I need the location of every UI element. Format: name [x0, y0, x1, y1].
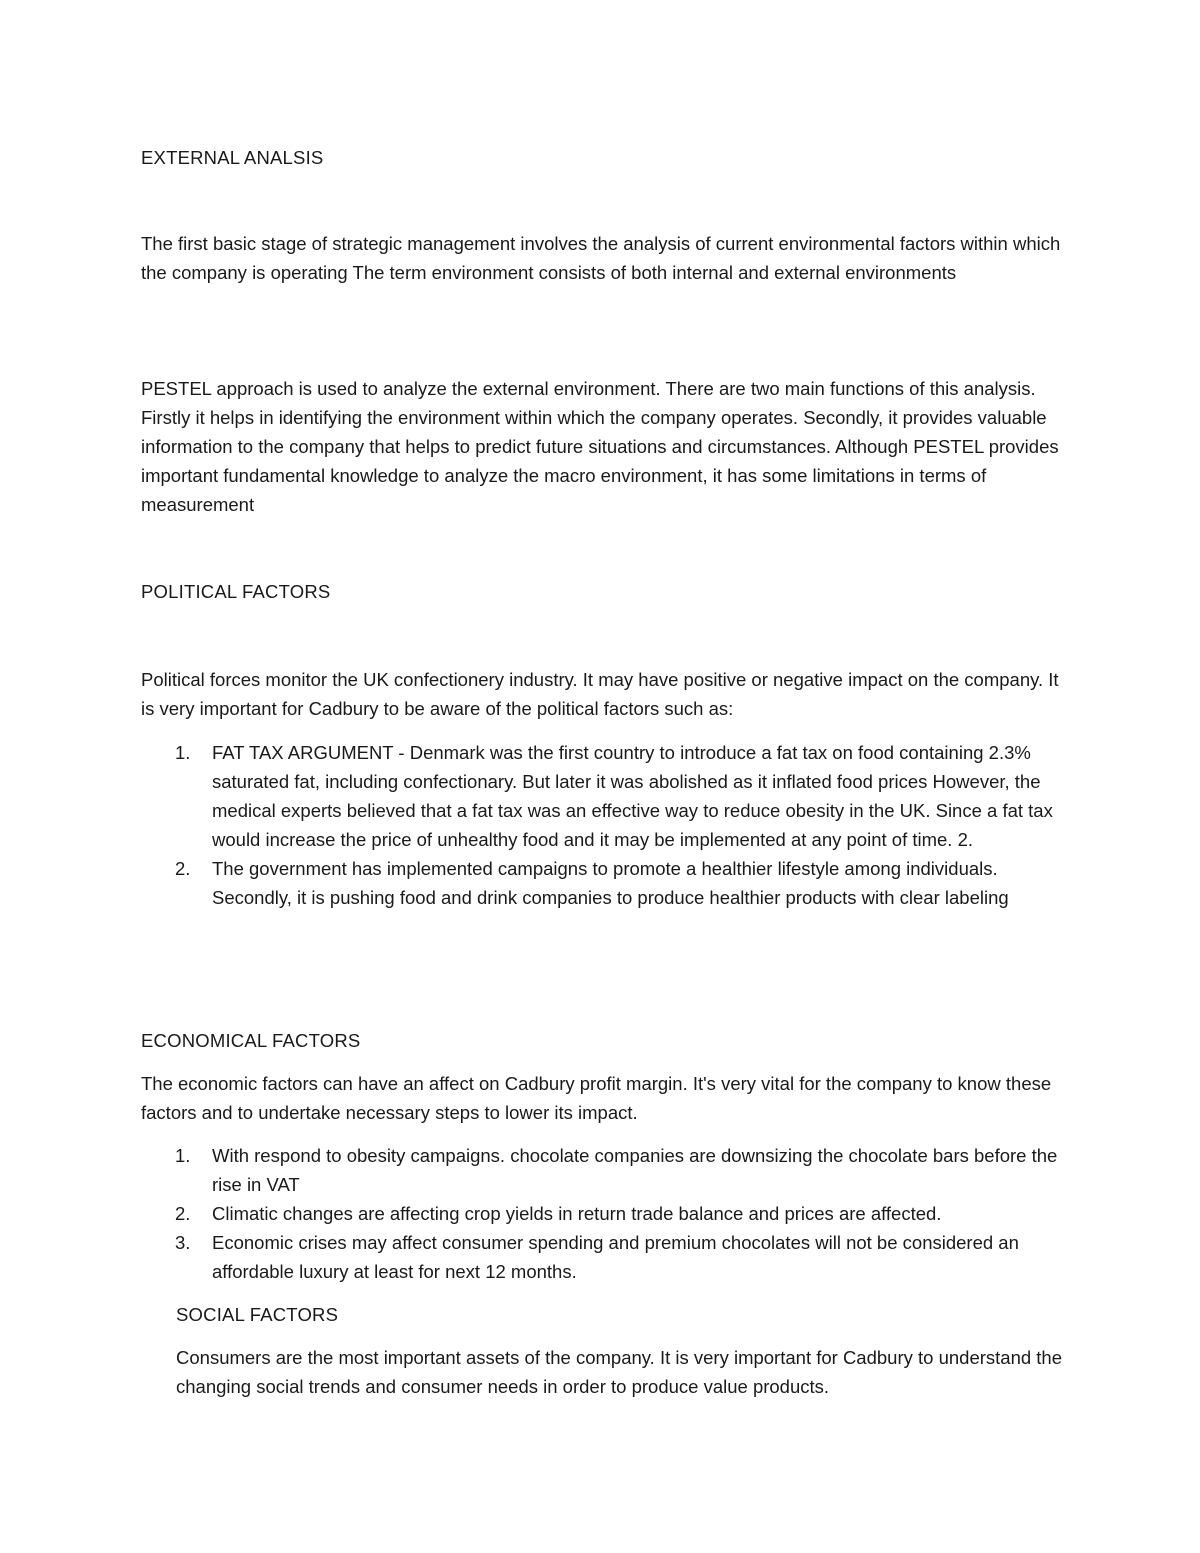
list-item-text: Economic crises may affect consumer spending and premium chocolates will not be considered an affordable luxury at least for next 12 months. — [212, 1232, 1019, 1282]
list-item — [141, 738, 1076, 854]
list-item-text: The government has implemented campaigns to promote a healthier lifestyle among individuals. Secondly, it is pushing food and drink companies to produce healthier products with clear labeling — [212, 858, 1009, 908]
economical-list — [141, 1141, 1076, 1286]
political-intro: Political forces monitor the UK confectionery industry. It may have positive or negative impact on the company. It is very important for Cadbury to be aware of the political factors such as: — [141, 669, 1059, 719]
list-item-text: Climatic changes are affecting crop yields in return trade balance and prices are affected. — [212, 1203, 942, 1224]
list-number: 1. — [175, 1145, 191, 1166]
list-item — [141, 854, 1076, 912]
social-heading: SOCIAL FACTORS — [176, 1304, 339, 1325]
list-number: 1. — [175, 742, 191, 763]
list-item — [141, 1199, 1076, 1228]
document-title: EXTERNAL ANALSIS — [141, 147, 324, 168]
pestel-paragraph: PESTEL approach is used to analyze the external environment. There are two main functions of this analysis. Firstly it helps in identifying the environment within which the company operates. Secondly, it provides valuable information to the company that helps to predict future situations and circumstances. Although PESTEL provides important fundamental knowledge to analyze the macro environment, it has some limitations in terms of measurement — [141, 378, 1059, 515]
list-item — [141, 1141, 1076, 1199]
list-number: 2. — [175, 1203, 191, 1224]
political-heading: POLITICAL FACTORS — [141, 581, 331, 602]
list-item-text: With respond to obesity campaigns. chocolate companies are downsizing the chocolate bars before the rise in VAT — [212, 1145, 1058, 1195]
list-item — [141, 1228, 1076, 1286]
list-item-text: FAT TAX ARGUMENT - Denmark was the first country to introduce a fat tax on food containing 2.3% saturated fat, including confectionary. But later it was abolished as it inflated food prices However, the medical experts believed that a fat tax was an effective way to reduce obesity in the UK. Since a fat tax would increase the price of unhealthy food and it may be implemented at any point of time. 2. — [212, 742, 1053, 850]
social-paragraph: Consumers are the most important assets of the company. It is very important for Cadbury to understand the changing social trends and consumer needs in order to produce value products. — [176, 1347, 1063, 1397]
economical-heading: ECONOMICAL FACTORS — [141, 1030, 361, 1051]
political-list — [141, 738, 1076, 912]
list-number: 2. — [175, 858, 191, 879]
intro-paragraph: The first basic stage of strategic management involves the analysis of current environmental factors within which the company is operating The term environment consists of both internal and external environments — [141, 233, 1061, 283]
economical-intro: The economic factors can have an affect on Cadbury profit margin. It's very vital for the company to know these factors and to undertake necessary steps to lower its impact. — [141, 1073, 1052, 1123]
list-number: 3. — [175, 1232, 191, 1253]
